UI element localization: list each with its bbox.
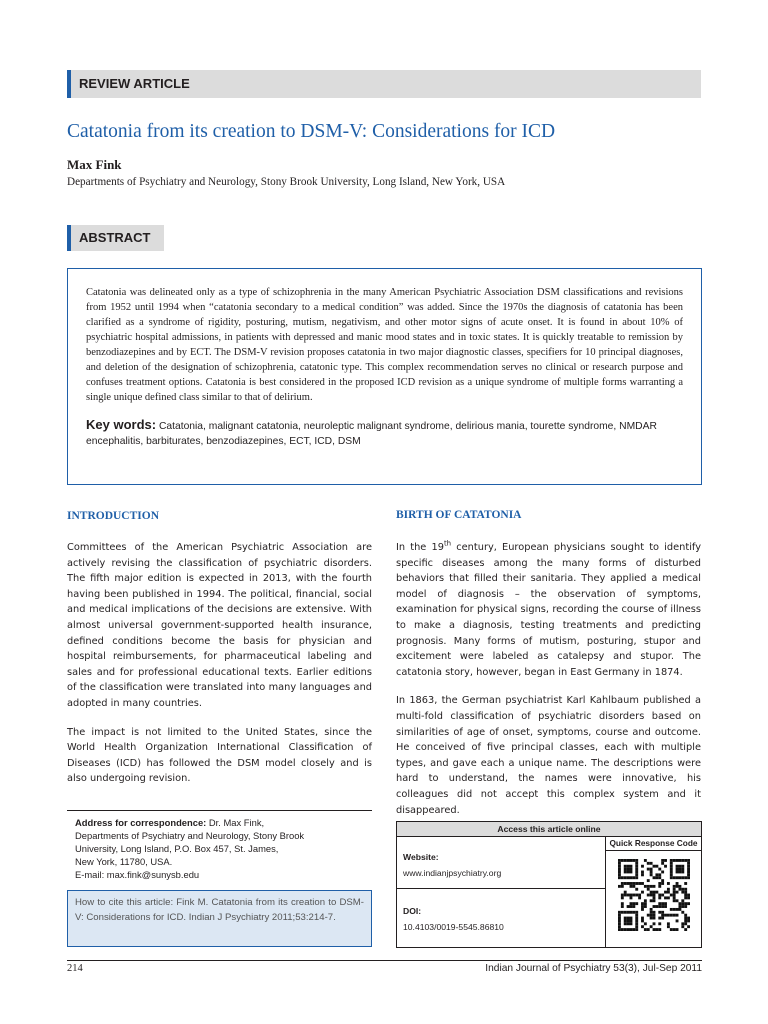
access-info — [397, 837, 605, 947]
article-type-band — [67, 70, 701, 98]
doi-value[interactable]: 10.4103/0019-5545.86810 — [403, 922, 504, 932]
keywords-block — [86, 417, 683, 449]
page-number: 214 — [67, 963, 83, 974]
doi-label: DOI: — [403, 906, 422, 916]
footer-rule — [67, 960, 702, 961]
correspondence-block — [67, 810, 372, 881]
birth-p1-rest: century, European physicians sought to identify specific diseases among the many forms of disturbed behaviors that filled their sanitaria. They applied a medical model of diagnosis – the observation of symptoms, examination for physical signs, recording the course of illness to make a diagnosis, testing treatments and predicting prognosis. Many forms of mutism, posturing, stupor and excitement were labeled as catalepsy and stupor. The catatonia story, however, began in East Germany in 1874. — [396, 542, 701, 678]
introduction-paragraph-1: Committees of the American Psychiatric Association are actively revising the classification of psychiatric disorders. The fifth major edition is expected in 2013, with the fourth having been published in 1994. The political, financial, social and medical implications of the decisions are extensive. With almost universal government-supported health insurance, defined conditions become the basis for physician and hospital reimbursements, for pharmaceutical labeling and sales and for professional educational texts. Earlier editions of the classification were translated into many languages and adopted in many countries. — [67, 542, 372, 709]
access-divider — [397, 888, 605, 889]
correspondence-label: Address for correspondence: — [75, 817, 207, 828]
abstract-label-text: ABSTRACT — [79, 230, 151, 245]
birth-p1-start: In the 19 — [396, 542, 444, 553]
correspondence-name: Dr. Max Fink, — [208, 817, 265, 828]
birth-column — [396, 540, 701, 831]
keywords-list: Catatonia, malignant catatonia, neuroleptic malignant syndrome, delirious mania, tourette syndrome, NMDAR encephalitis, barbiturates, benzodiazepines, ECT, ICD, DSM — [86, 421, 657, 447]
abstract-label — [67, 225, 164, 251]
correspondence-line: Departments of Psychiatry and Neurology, Stony Brook — [75, 830, 305, 841]
correspondence-line: New York, 11780, USA. — [75, 856, 173, 867]
abstract-box — [67, 268, 702, 485]
article-title: Catatonia from its creation to DSM-V: Considerations for ICD — [67, 121, 556, 142]
website-label: Website: — [403, 852, 439, 862]
citation-box: How to cite this article: Fink M. Catatonia from its creation to DSM-V: Considerations for ICD. Indian J Psychiatry 2011;53:214-7. — [67, 890, 372, 947]
introduction-column — [67, 540, 372, 800]
website-link[interactable]: www.indianjpsychiatry.org — [403, 868, 502, 878]
introduction-heading: INTRODUCTION — [67, 510, 160, 522]
qr-label: Quick Response Code — [606, 837, 701, 851]
keywords-label: Key words: — [86, 417, 157, 432]
article-type-label: REVIEW ARTICLE — [79, 76, 190, 91]
access-header: Access this article online — [397, 822, 701, 837]
access-box — [396, 821, 702, 948]
birth-heading: BIRTH OF CATATONIA — [396, 509, 522, 521]
correspondence-first-line — [75, 816, 372, 829]
birth-p1-sup: th — [443, 539, 452, 548]
birth-paragraph-1 — [396, 540, 701, 680]
abstract-text: Catatonia was delineated only as a type of schizophrenia in the many American Psychiatric Association DSM classifications and revisions from 1952 until 1994 when “catatonia secondary to a medical condition” was added. Since the 1970s the diagnosis of catatonia has been clarified as a syndrome of rigidity, posturing, mutism, negativism, and other motor signs of acute onset. It is found in about 10% of psychiatric hospital admissions, in patients with depressed and manic mood states and in toxic states. It is quickly treatable to remission by benzodiazepines and by ECT. The DSM-V revision proposes catatonia in two major diagnostic classes, specifiers for 10 principal diagnoses, and deletion of the designation of schizophrenia, catatonic type. This complex recommendation serves no clinical or research purpose and confuses treatment options. Catatonia is best considered in the proposed ICD revision as a unique syndrome of multiple forms warranting a single unique defined class similar to that of delirium. — [86, 287, 683, 403]
qr-panel — [605, 837, 701, 947]
introduction-paragraph-2: The impact is not limited to the United States, since the World Health Organization International Classification of Diseases (ICD) has followed the DSM model closely and is also undergoing revision. — [67, 726, 372, 785]
author-name: Max Fink — [67, 157, 122, 172]
correspondence-email: E-mail: max.fink@sunysb.edu — [75, 869, 200, 880]
qr-code-icon[interactable] — [618, 859, 690, 931]
birth-paragraph-2: In 1863, the German psychiatrist Karl Kahlbaum published a multi-fold classification of psychiatric disorders based on similarities of age of onset, symptoms, course and outcome. He conceived of five principal classes, each with multiple types, and gave each a unique name. The descriptions were hard to understand, the names were innovative, his colleagues did not accept this complex system and it disappeared. — [396, 695, 701, 816]
author-affiliation: Departments of Psychiatry and Neurology, Stony Brook University, Long Island, New York, USA — [67, 176, 506, 188]
journal-citation: Indian Journal of Psychiatry 53(3), Jul-Sep 2011 — [485, 963, 702, 974]
correspondence-line: University, Long Island, P.O. Box 457, St. James, — [75, 843, 279, 854]
